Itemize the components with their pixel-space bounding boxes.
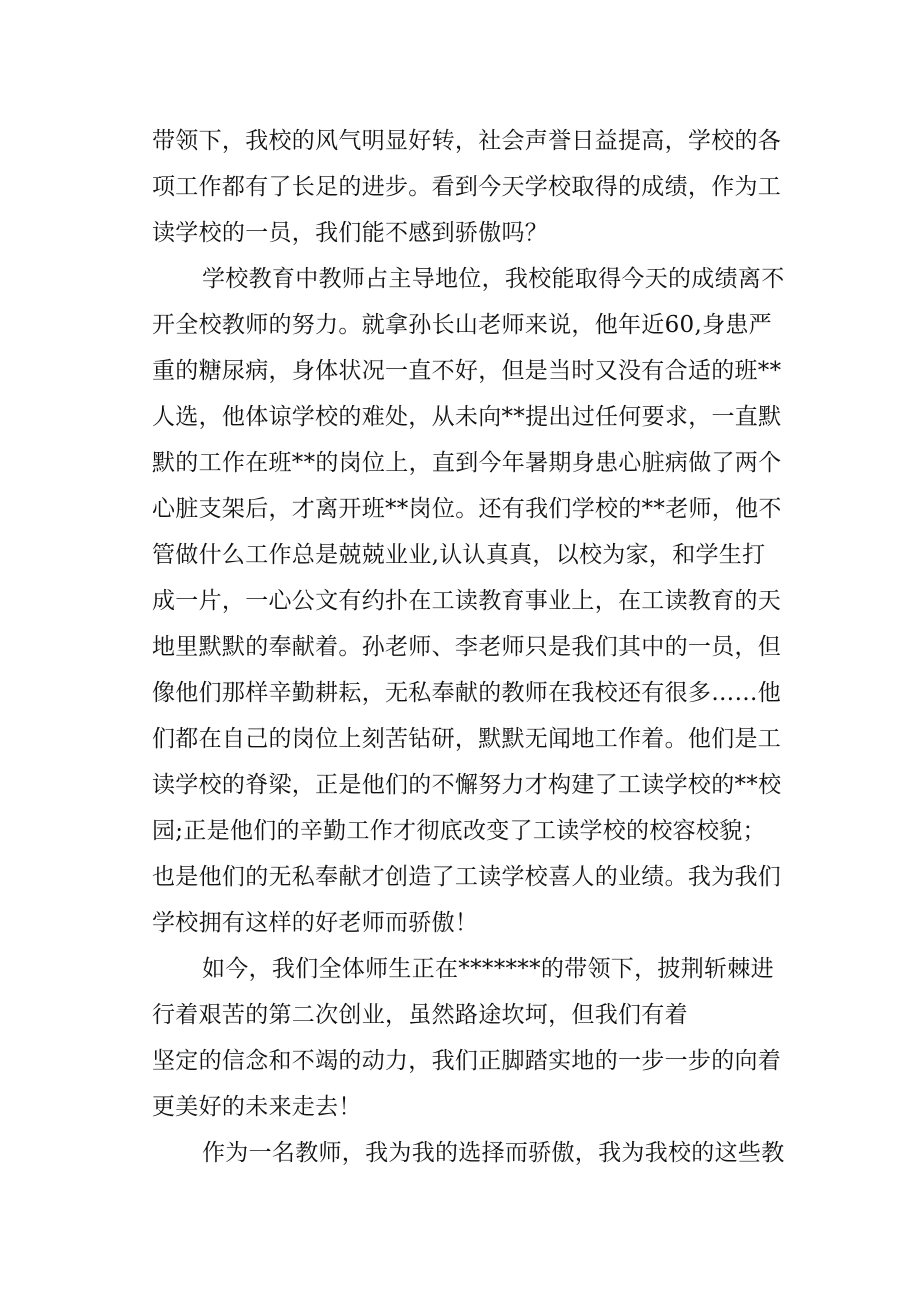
text-line: 行着艰苦的第二次创业，虽然路途坎坷，但我们有着	[152, 1002, 688, 1028]
text-line: 读学校的一员，我们能不感到骄傲吗？	[152, 220, 549, 246]
text-line: 人选，他体谅学校的难处，从未向**提出过任何要求，一直默	[152, 404, 782, 430]
text-line: 像他们那样辛勤耕耘，无私奉献的教师在我校还有很多……他	[152, 680, 782, 706]
text-line: 项工作都有了长足的进步。看到今天学校取得的成绩，作为工	[152, 174, 782, 200]
text-line: 也是他们的无私奉献才创造了工读学校喜人的业绩。我为我们	[152, 864, 782, 890]
paragraph-first-line: 学校教育中教师占主导地位，我校能取得今天的成绩离不	[202, 266, 785, 292]
text-line: 坚定的信念和不竭的动力，我们正脚踏实地的一步一步的向着	[152, 1048, 782, 1074]
text-line: 默的工作在班**的岗位上，直到今年暑期身患心脏病做了两个	[152, 450, 782, 476]
document-body	[152, 118, 792, 1176]
text-line: 带领下，我校的风气明显好转，社会声誉日益提高，学校的各	[152, 128, 782, 154]
text-line: 管做什么工作总是兢兢业业,认认真真，以校为家，和学生打	[152, 542, 766, 568]
text-line: 地里默默的奉献着。孙老师、李老师只是我们其中的一员，但	[152, 634, 782, 660]
text-line: 重的糖尿病，身体状况一直不好，但是当时又没有合适的班**	[152, 358, 782, 384]
text-line: 成一片，一心公文有约扑在工读教育事业上，在工读教育的天	[152, 588, 782, 614]
text-line: 读学校的脊梁，正是他们的不懈努力才构建了工读学校的**校	[152, 772, 782, 798]
text-line: 心脏支架后，才离开班**岗位。还有我们学校的**老师，他不	[152, 496, 782, 522]
text-line: 更美好的未来走去！	[152, 1094, 362, 1120]
paragraph-first-line: 如今，我们全体师生正在*******的带领下，披荆斩棘进	[202, 956, 774, 982]
text-line: 们都在自己的岗位上刻苦钻研，默默无闻地工作着。他们是工	[152, 726, 782, 752]
text-line: 学校拥有这样的好老师而骄傲！	[152, 910, 479, 936]
text-line: 园;正是他们的辛勤工作才彻底改变了工读学校的校容校貌；	[152, 818, 766, 844]
paragraph-first-line: 作为一名教师，我为我的选择而骄傲，我为我校的这些教	[202, 1140, 785, 1166]
text-line: 开全校教师的努力。就拿孙长山老师来说，他年近60,身患严	[152, 312, 772, 338]
